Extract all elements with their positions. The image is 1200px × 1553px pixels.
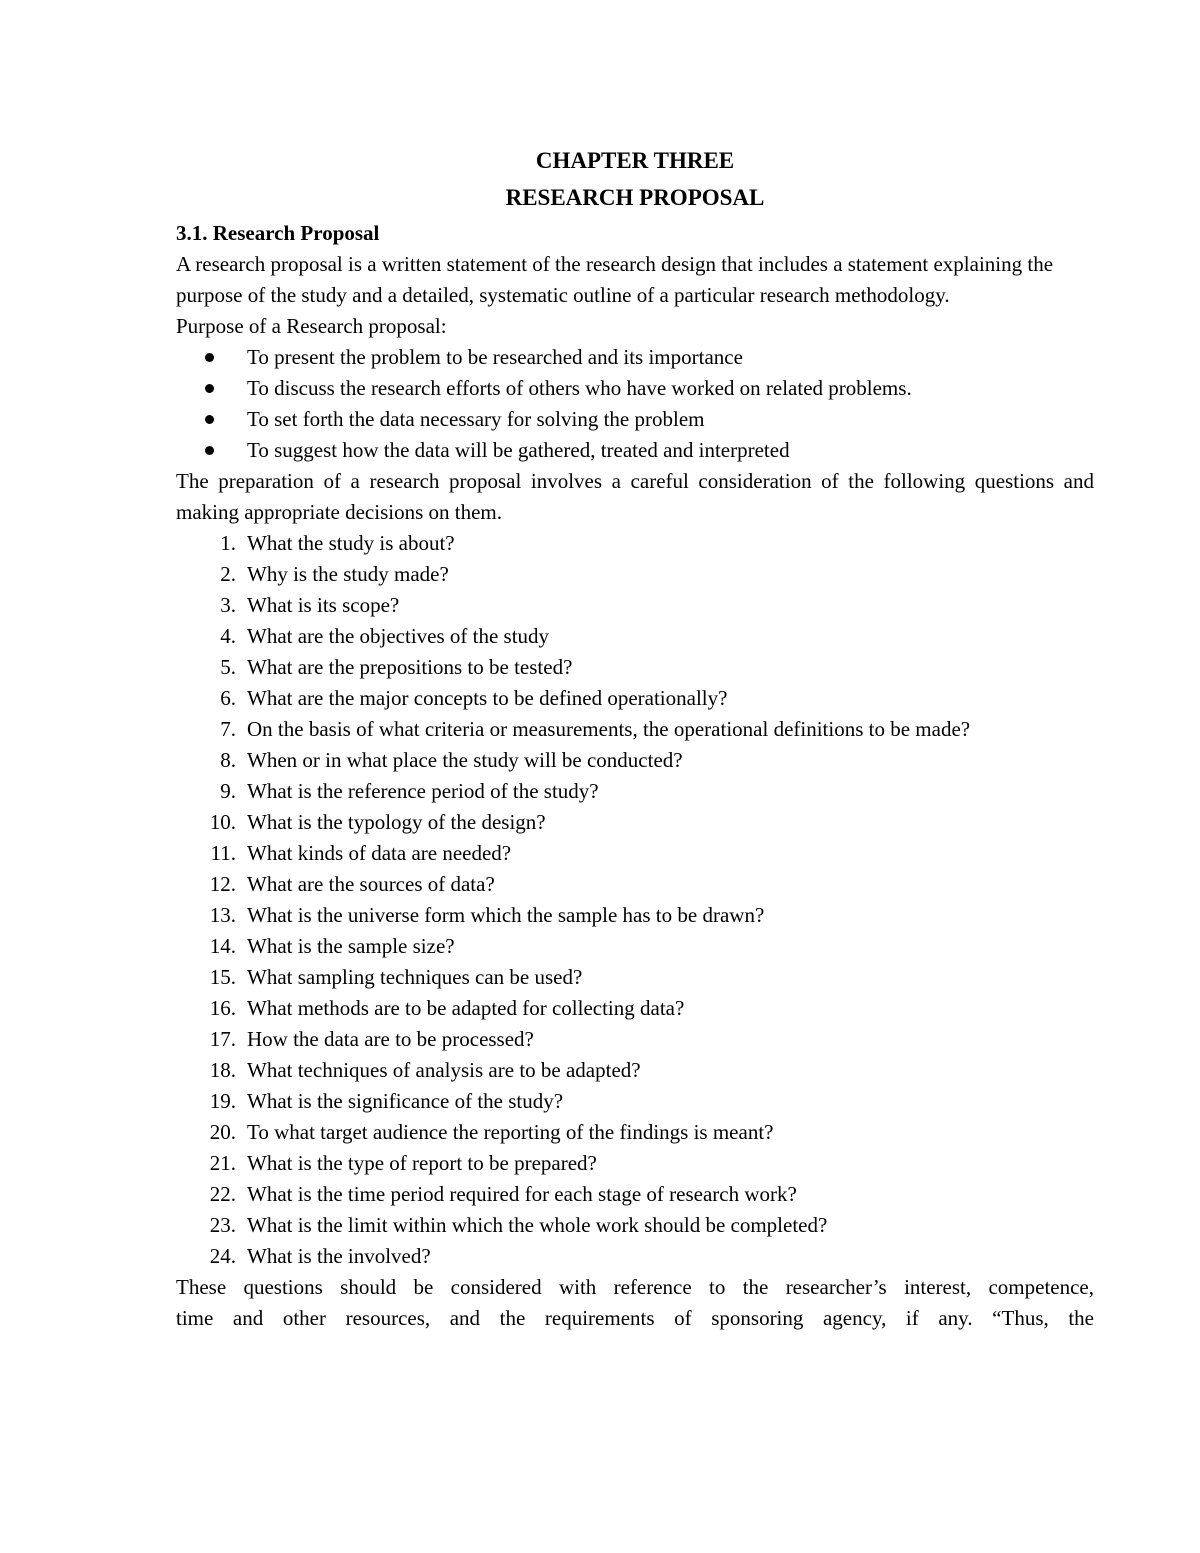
list-number: 24. (209, 1244, 236, 1268)
list-number: 3. (220, 593, 236, 617)
list-number: 6. (220, 686, 236, 710)
list-item (176, 342, 1094, 373)
list-number: 17. (209, 1027, 236, 1051)
list-item-text: What is the significance of the study? (247, 1089, 564, 1113)
list-item-text: To what target audience the reporting of the findings is meant? (247, 1120, 774, 1144)
section-heading: 3.1. Research Proposal (176, 221, 380, 245)
list-item (176, 1055, 1094, 1086)
list-item (176, 931, 1094, 962)
list-item-text: To suggest how the data will be gathered, treated and interpreted (247, 438, 790, 462)
list-item-text: On the basis of what criteria or measurements, the operational definitions to be made? (247, 717, 971, 741)
list-number: 15. (209, 965, 236, 989)
list-item (176, 776, 1094, 807)
list-item (176, 528, 1094, 559)
list-item-text: What techniques of analysis are to be adapted? (247, 1058, 641, 1082)
chapter-title: CHAPTER THREE (535, 148, 735, 173)
list-item-text: Why is the study made? (247, 562, 449, 586)
list-item-text: How the data are to be processed? (247, 1027, 534, 1051)
list-item (176, 1210, 1094, 1241)
bullet-icon (205, 446, 214, 455)
list-item-text: What is the involved? (247, 1244, 431, 1268)
bullet-icon (205, 353, 214, 362)
document-page (176, 142, 1094, 1334)
list-item-text: What is the sample size? (247, 934, 455, 958)
list-item (176, 714, 1094, 745)
list-number: 12. (209, 872, 236, 896)
chapter-subtitle: RESEARCH PROPOSAL (505, 185, 765, 210)
list-item-text: What the study is about? (247, 531, 455, 555)
questions-list (176, 528, 1094, 1272)
list-item-text: To discuss the research efforts of others who have worked on related problems. (247, 376, 912, 400)
list-item (176, 1086, 1094, 1117)
list-item-text: What is the universe form which the sample has to be drawn? (247, 903, 765, 927)
list-number: 18. (209, 1058, 236, 1082)
list-item (176, 683, 1094, 714)
closing-line-1: These questions should be considered with reference to the researcher’s interest, competence, (176, 1275, 1094, 1299)
intro-paragraph: A research proposal is a written statement of the research design that includes a statement explaining the purpose of the study and a detailed, systematic outline of a particular research methodology. (176, 252, 1054, 307)
list-item-text: What is the type of report to be prepared? (247, 1151, 597, 1175)
list-number: 20. (209, 1120, 236, 1144)
list-item-text: What is the typology of the design? (247, 810, 546, 834)
list-item (176, 404, 1094, 435)
list-item (176, 1148, 1094, 1179)
list-item-text: What is the time period required for each stage of research work? (247, 1182, 797, 1206)
bullet-icon (205, 384, 214, 393)
list-item (176, 373, 1094, 404)
list-number: 22. (209, 1182, 236, 1206)
list-item (176, 1117, 1094, 1148)
list-number: 14. (209, 934, 236, 958)
list-item-text: What is the reference period of the study? (247, 779, 599, 803)
list-item-text: What are the major concepts to be defined operationally? (247, 686, 728, 710)
list-item (176, 435, 1094, 466)
list-item (176, 869, 1094, 900)
list-item (176, 652, 1094, 683)
list-number: 8. (220, 748, 236, 772)
list-item (176, 621, 1094, 652)
purpose-list (176, 342, 1094, 466)
list-item (176, 559, 1094, 590)
list-number: 9. (220, 779, 236, 803)
list-item-text: What methods are to be adapted for collecting data? (247, 996, 685, 1020)
list-number: 16. (209, 996, 236, 1020)
closing-line-2: time and other resources, and the requirements of sponsoring agency, if any. “Thus, the (176, 1306, 1094, 1330)
list-number: 10. (209, 810, 236, 834)
list-item-text: When or in what place the study will be conducted? (247, 748, 683, 772)
preparation-paragraph: The preparation of a research proposal involves a careful consideration of the following questions and making appropriate decisions on them. (176, 469, 1094, 524)
bullet-icon (205, 415, 214, 424)
list-item (176, 745, 1094, 776)
purpose-label: Purpose of a Research proposal: (176, 314, 447, 338)
list-number: 23. (209, 1213, 236, 1237)
list-item (176, 838, 1094, 869)
list-number: 21. (209, 1151, 236, 1175)
list-item-text: What kinds of data are needed? (247, 841, 512, 865)
list-item-text: What are the sources of data? (247, 872, 495, 896)
list-item (176, 1179, 1094, 1210)
list-item (176, 993, 1094, 1024)
list-item-text: What are the objectives of the study (247, 624, 550, 648)
list-item-text: What are the prepositions to be tested? (247, 655, 573, 679)
list-number: 13. (209, 903, 236, 927)
list-number: 7. (220, 717, 236, 741)
list-item-text: What sampling techniques can be used? (247, 965, 583, 989)
list-item (176, 962, 1094, 993)
list-number: 19. (209, 1089, 236, 1113)
list-item (176, 807, 1094, 838)
list-item-text: What is the limit within which the whole work should be completed? (247, 1213, 828, 1237)
list-number: 11. (210, 841, 236, 865)
list-number: 2. (220, 562, 236, 586)
list-item (176, 590, 1094, 621)
list-item (176, 1024, 1094, 1055)
list-item (176, 1241, 1094, 1272)
list-item-text: To present the problem to be researched and its importance (247, 345, 743, 369)
list-item-text: What is its scope? (247, 593, 400, 617)
list-item (176, 900, 1094, 931)
list-item-text: To set forth the data necessary for solving the problem (247, 407, 705, 431)
list-number: 1. (220, 531, 236, 555)
list-number: 5. (220, 655, 236, 679)
list-number: 4. (220, 624, 236, 648)
